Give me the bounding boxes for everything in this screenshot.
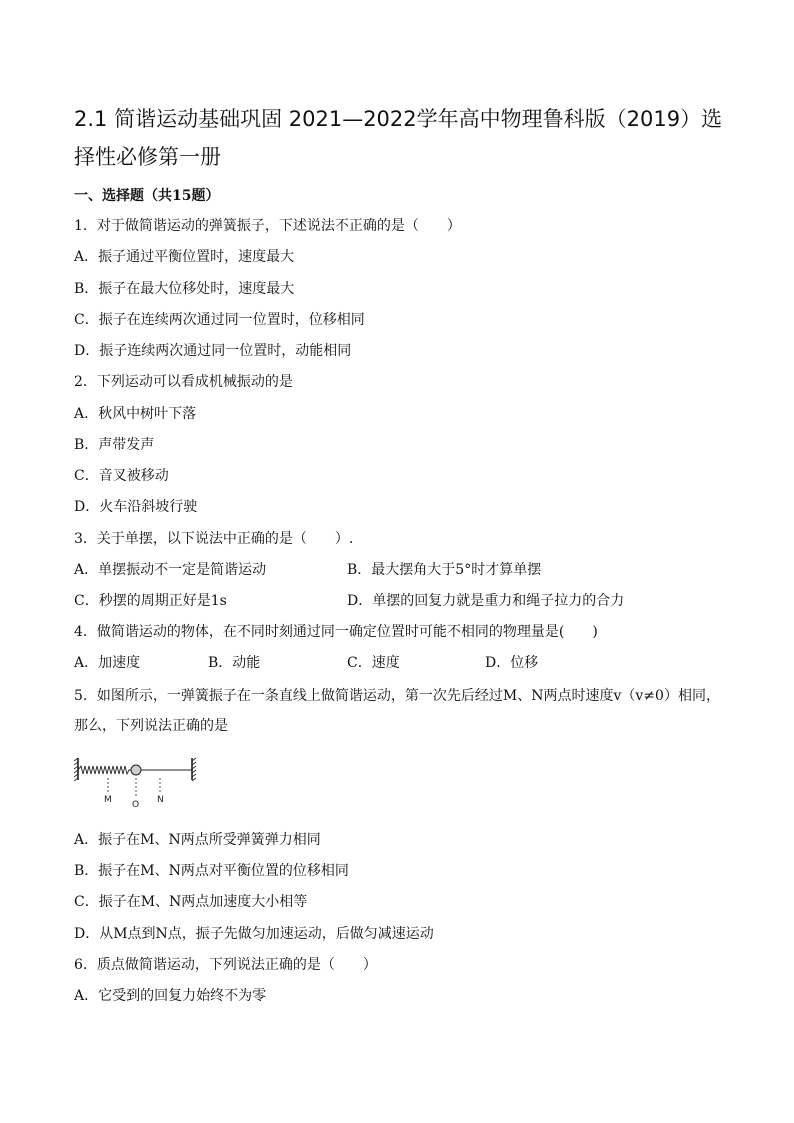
label-m: M	[104, 795, 112, 805]
question-1-option-c: C．振子在连续两次通过同一位置时，位移相同	[74, 312, 365, 328]
question-5-option-a: A．振子在M、N两点所受弹簧弹力相同	[74, 832, 321, 848]
spring	[78, 766, 132, 774]
question-6-stem: 6．质点做简谐运动，下列说法正确的是（ ）	[74, 957, 377, 973]
question-5-option-b: B．振子在M、N两点对平衡位置的位移相同	[74, 863, 349, 879]
question-1-option-a: A．振子通过平衡位置时，速度最大	[74, 249, 295, 265]
label-o: O	[132, 800, 140, 810]
question-2-option-b: B．声带发声	[74, 437, 155, 453]
label-n: N	[157, 795, 164, 805]
question-3-option-c: C．秒摆的周期正好是1s	[74, 593, 227, 609]
section-heading: 一、选择题（共15题）	[74, 188, 220, 204]
question-6-option-a: A．它受到的回复力始终不为零	[74, 988, 267, 1004]
question-3-option-d: D．单摆的回复力就是重力和绳子拉力的合力	[347, 593, 625, 609]
question-1-stem: 1．对于做简谐运动的弹簧振子，下述说法不正确的是（ ）	[74, 218, 461, 234]
question-2-option-c: C．音叉被移动	[74, 468, 169, 484]
spring-oscillator-figure	[74, 756, 204, 812]
question-2-stem: 2．下列运动可以看成机械振动的是	[74, 374, 293, 390]
question-3-option-a: A．单摆振动不一定是简谐运动	[74, 562, 267, 578]
question-4-option-b: B．动能	[208, 655, 261, 671]
question-4-option-a: A．加速度	[74, 655, 141, 671]
question-5-stem-line1: 5．如图所示，一弹簧振子在一条直线上做简谐运动，第一次先后经过M、N两点时速度v（v≠0）相同，	[74, 688, 720, 704]
document-title: 2.1 简谐运动基础巩固 2021—2022学年高中物理鲁科版（2019）选择性必修第一册	[74, 107, 723, 169]
question-5-stem-line2: 那么，下列说法正确的是	[74, 718, 228, 734]
question-4-option-d: D．位移	[485, 655, 539, 671]
question-3-option-b: B．最大摆角大于5°时才算单摆	[347, 562, 542, 578]
question-4-stem: 4．做简谐运动的物体，在不同时刻通过同一确定位置时可能不相同的物理量是( )	[74, 624, 598, 640]
question-3-stem: 3．关于单摆，以下说法中正确的是（ ）.	[74, 531, 354, 547]
question-1-option-d: D．振子连续两次通过同一位置时，动能相同	[74, 343, 352, 359]
question-2-option-d: D．火车沿斜坡行驶	[74, 499, 198, 515]
question-4-option-c: C．速度	[347, 655, 400, 671]
oscillator-ball	[131, 765, 141, 775]
question-2-option-a: A．秋风中树叶下落	[74, 406, 197, 422]
question-5-option-c: C．振子在M、N两点加速度大小相等	[74, 894, 308, 910]
question-5-option-d: D．从M点到N点，振子先做匀加速运动，后做匀减速运动	[74, 926, 434, 942]
question-1-option-b: B．振子在最大位移处时，速度最大	[74, 281, 295, 297]
